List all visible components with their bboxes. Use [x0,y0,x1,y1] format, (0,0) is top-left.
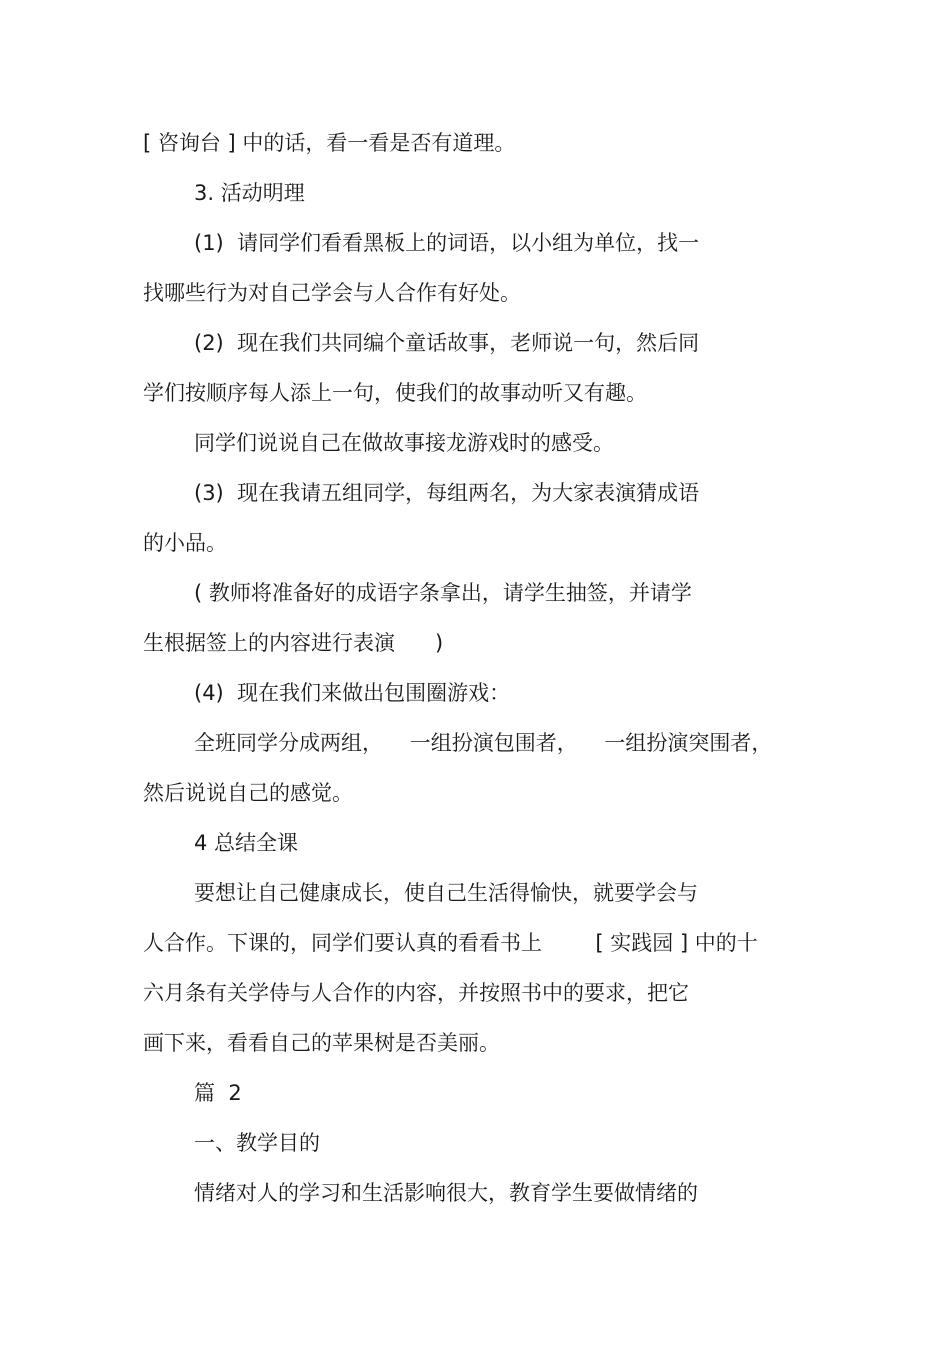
text-line: 同学们说说自己在做故事接龙游戏时的感受。 [194,431,614,455]
text-line: 全班同学分成两组， 一组扮演包围者， 一组扮演突围者， [194,731,773,755]
text-line: 要想让自己健康成长，使自己生活得愉快，就要学会与 [194,881,698,905]
text-line: 人合作。下课的，同学们要认真的看看书上 [ 实践园 ] 中的十 [143,931,758,955]
text-line: [ 咨询台 ] 中的话，看一看是否有道理。 [143,131,516,155]
section-heading: 4 总结全课 [194,831,299,855]
text-line: ( 教师将准备好的成语字条拿出，请学生抽签，并请学 [194,581,692,605]
text-line: (2) 现在我们共同编个童话故事，老师说一句，然后同 [194,331,700,355]
text-line: 情绪对人的学习和生活影响很大，教育学生要做情绪的 [194,1181,698,1205]
text-line: 生根据签上的内容进行表演 ) [143,631,444,655]
section-heading: 篇 2 [194,1081,242,1105]
section-heading: 3. 活动明理 [194,181,305,205]
text-line: 找哪些行为对自己学会与人合作有好处。 [143,281,521,305]
text-line: 六月条有关学侍与人合作的内容，并按照书中的要求，把它 [143,981,689,1005]
text-line: 然后说说自己的感觉。 [143,781,353,805]
section-heading: 一、教学目的 [194,1131,320,1155]
text-line: 学们按顺序每人添上一句，使我们的故事动听又有趣。 [143,381,647,405]
text-line: (1) 请同学们看看黑板上的词语，以小组为单位，找一 [194,231,700,255]
text-line: (3) 现在我请五组同学，每组两名，为大家表演猜成语 [194,481,700,505]
text-line: 的小品。 [143,531,227,555]
text-line: (4) 现在我们来做出包围圈游戏： [194,681,511,705]
text-line: 画下来，看看自己的苹果树是否美丽。 [143,1031,500,1055]
